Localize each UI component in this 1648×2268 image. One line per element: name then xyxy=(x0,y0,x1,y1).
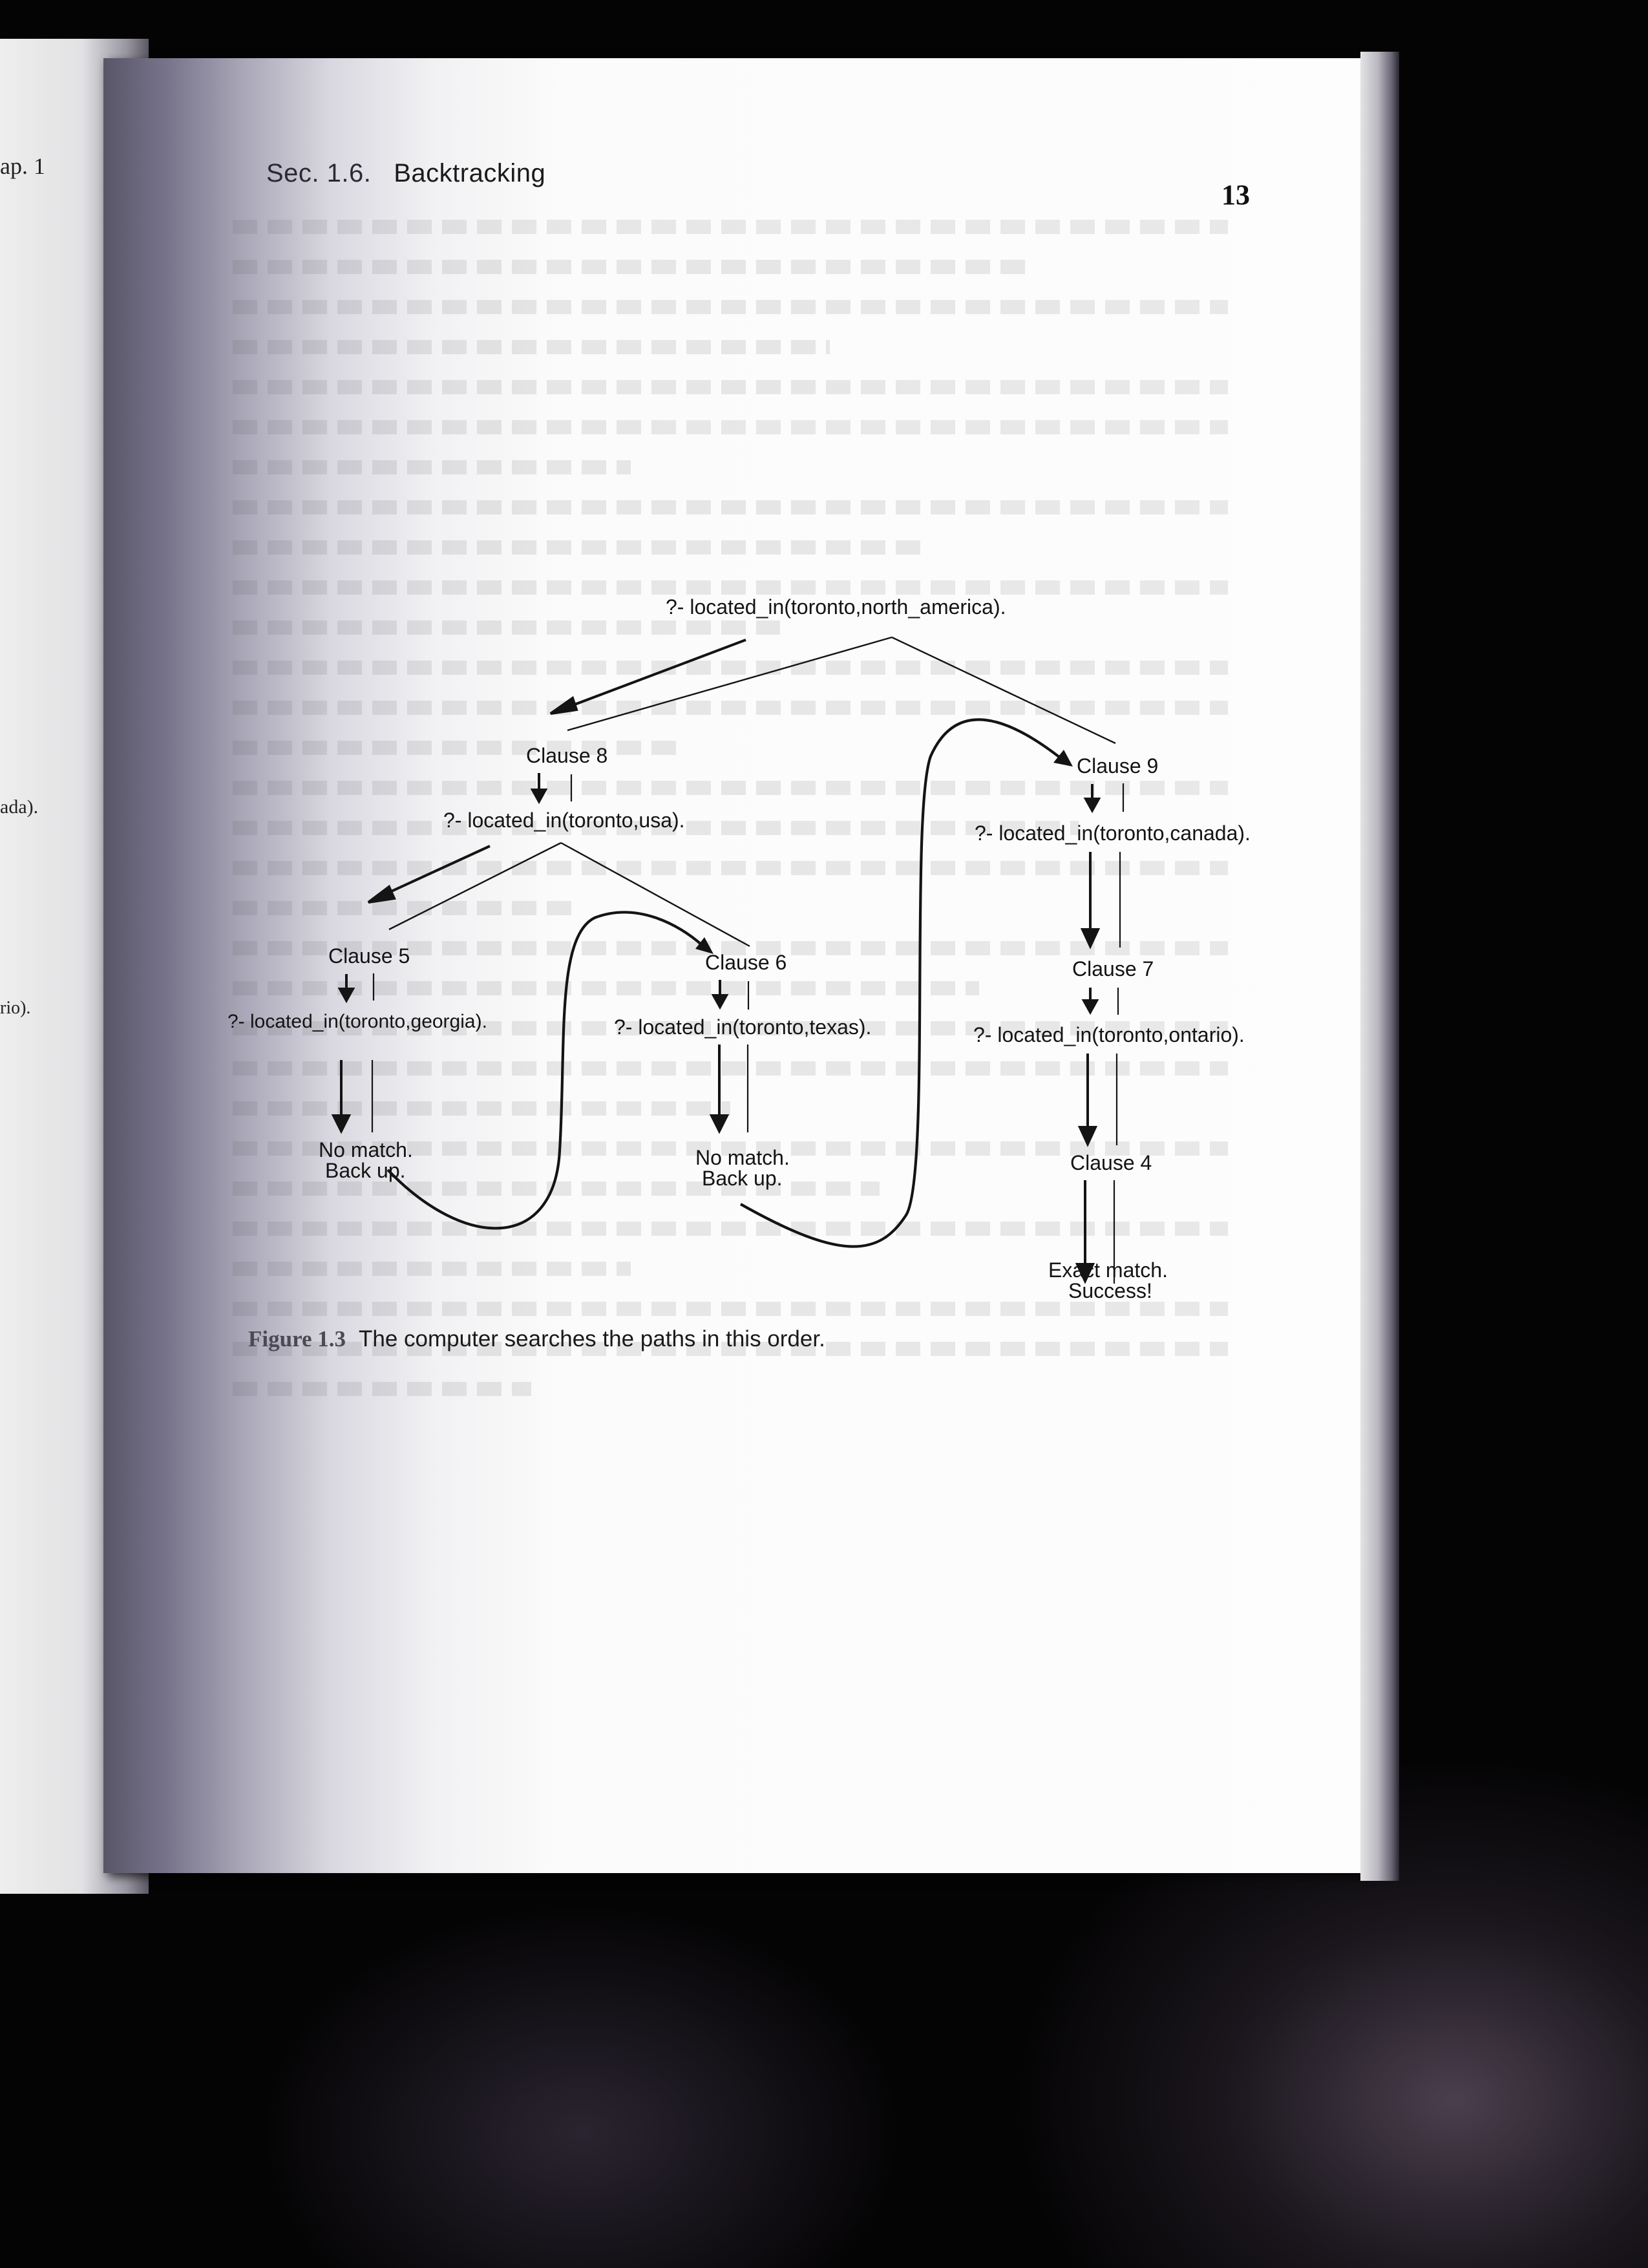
section-number: Sec. 1.6. xyxy=(266,159,372,187)
figure-label: Figure 1.3 xyxy=(248,1326,346,1351)
texas-result-line2: Back up. xyxy=(702,1167,783,1190)
georgia-result-line1: No match. xyxy=(319,1138,413,1161)
arrow-head-texas-down xyxy=(712,1116,727,1131)
arrow-head-to-clause5 xyxy=(368,887,394,902)
query-canada: ?- located_in(toronto,canada). xyxy=(975,821,1251,845)
left-page-fragment-low: rio). xyxy=(0,998,31,1018)
arrow-head-ontario-down xyxy=(1080,1127,1095,1144)
georgia-result-line2: Back up. xyxy=(325,1159,406,1182)
figure-caption-text: The computer searches the paths in this order. xyxy=(359,1326,825,1351)
arrow-head-clause6-down xyxy=(713,995,726,1007)
success-line2: Success! xyxy=(1068,1279,1152,1302)
clause-6-label: Clause 6 xyxy=(705,951,787,974)
query-ontario: ?- located_in(toronto,ontario). xyxy=(973,1023,1245,1046)
success-line1: Exact match. xyxy=(1048,1258,1168,1282)
clause-5-label: Clause 5 xyxy=(328,944,410,968)
arrow-head-clause9-down xyxy=(1086,799,1099,811)
left-page-fragment-top: ap. 1 xyxy=(0,153,45,179)
clause-4-label: Clause 4 xyxy=(1070,1151,1152,1174)
clause-7-label: Clause 7 xyxy=(1072,957,1154,980)
query-georgia: ?- located_in(toronto,georgia). xyxy=(227,1011,487,1032)
arrow-head-canada-down xyxy=(1083,929,1098,946)
arrow-head-to-clause8 xyxy=(551,698,576,714)
section-title: Backtracking xyxy=(394,159,546,187)
arrow-head-georgia-down xyxy=(333,1116,349,1131)
tree-branches xyxy=(389,637,1115,946)
query-usa: ?- located_in(toronto,usa). xyxy=(443,809,685,832)
clause-8-label: Clause 8 xyxy=(526,744,608,767)
arrow-head-clause8-down xyxy=(533,790,545,801)
root-query: ?- located_in(toronto,north_america). xyxy=(666,595,1006,619)
figure-caption xyxy=(248,1326,825,1352)
query-texas: ?- located_in(toronto,texas). xyxy=(614,1015,872,1039)
arrow-head-clause5-down xyxy=(340,989,353,1001)
arrow-head-clause7-down xyxy=(1084,1001,1097,1012)
clause-9-label: Clause 9 xyxy=(1077,754,1159,778)
left-page-fragment-mid: ada). xyxy=(0,796,39,818)
texas-result-line1: No match. xyxy=(695,1146,790,1169)
backtrack-arrow-heads xyxy=(695,750,1073,954)
page-number: 13 xyxy=(1221,179,1250,211)
